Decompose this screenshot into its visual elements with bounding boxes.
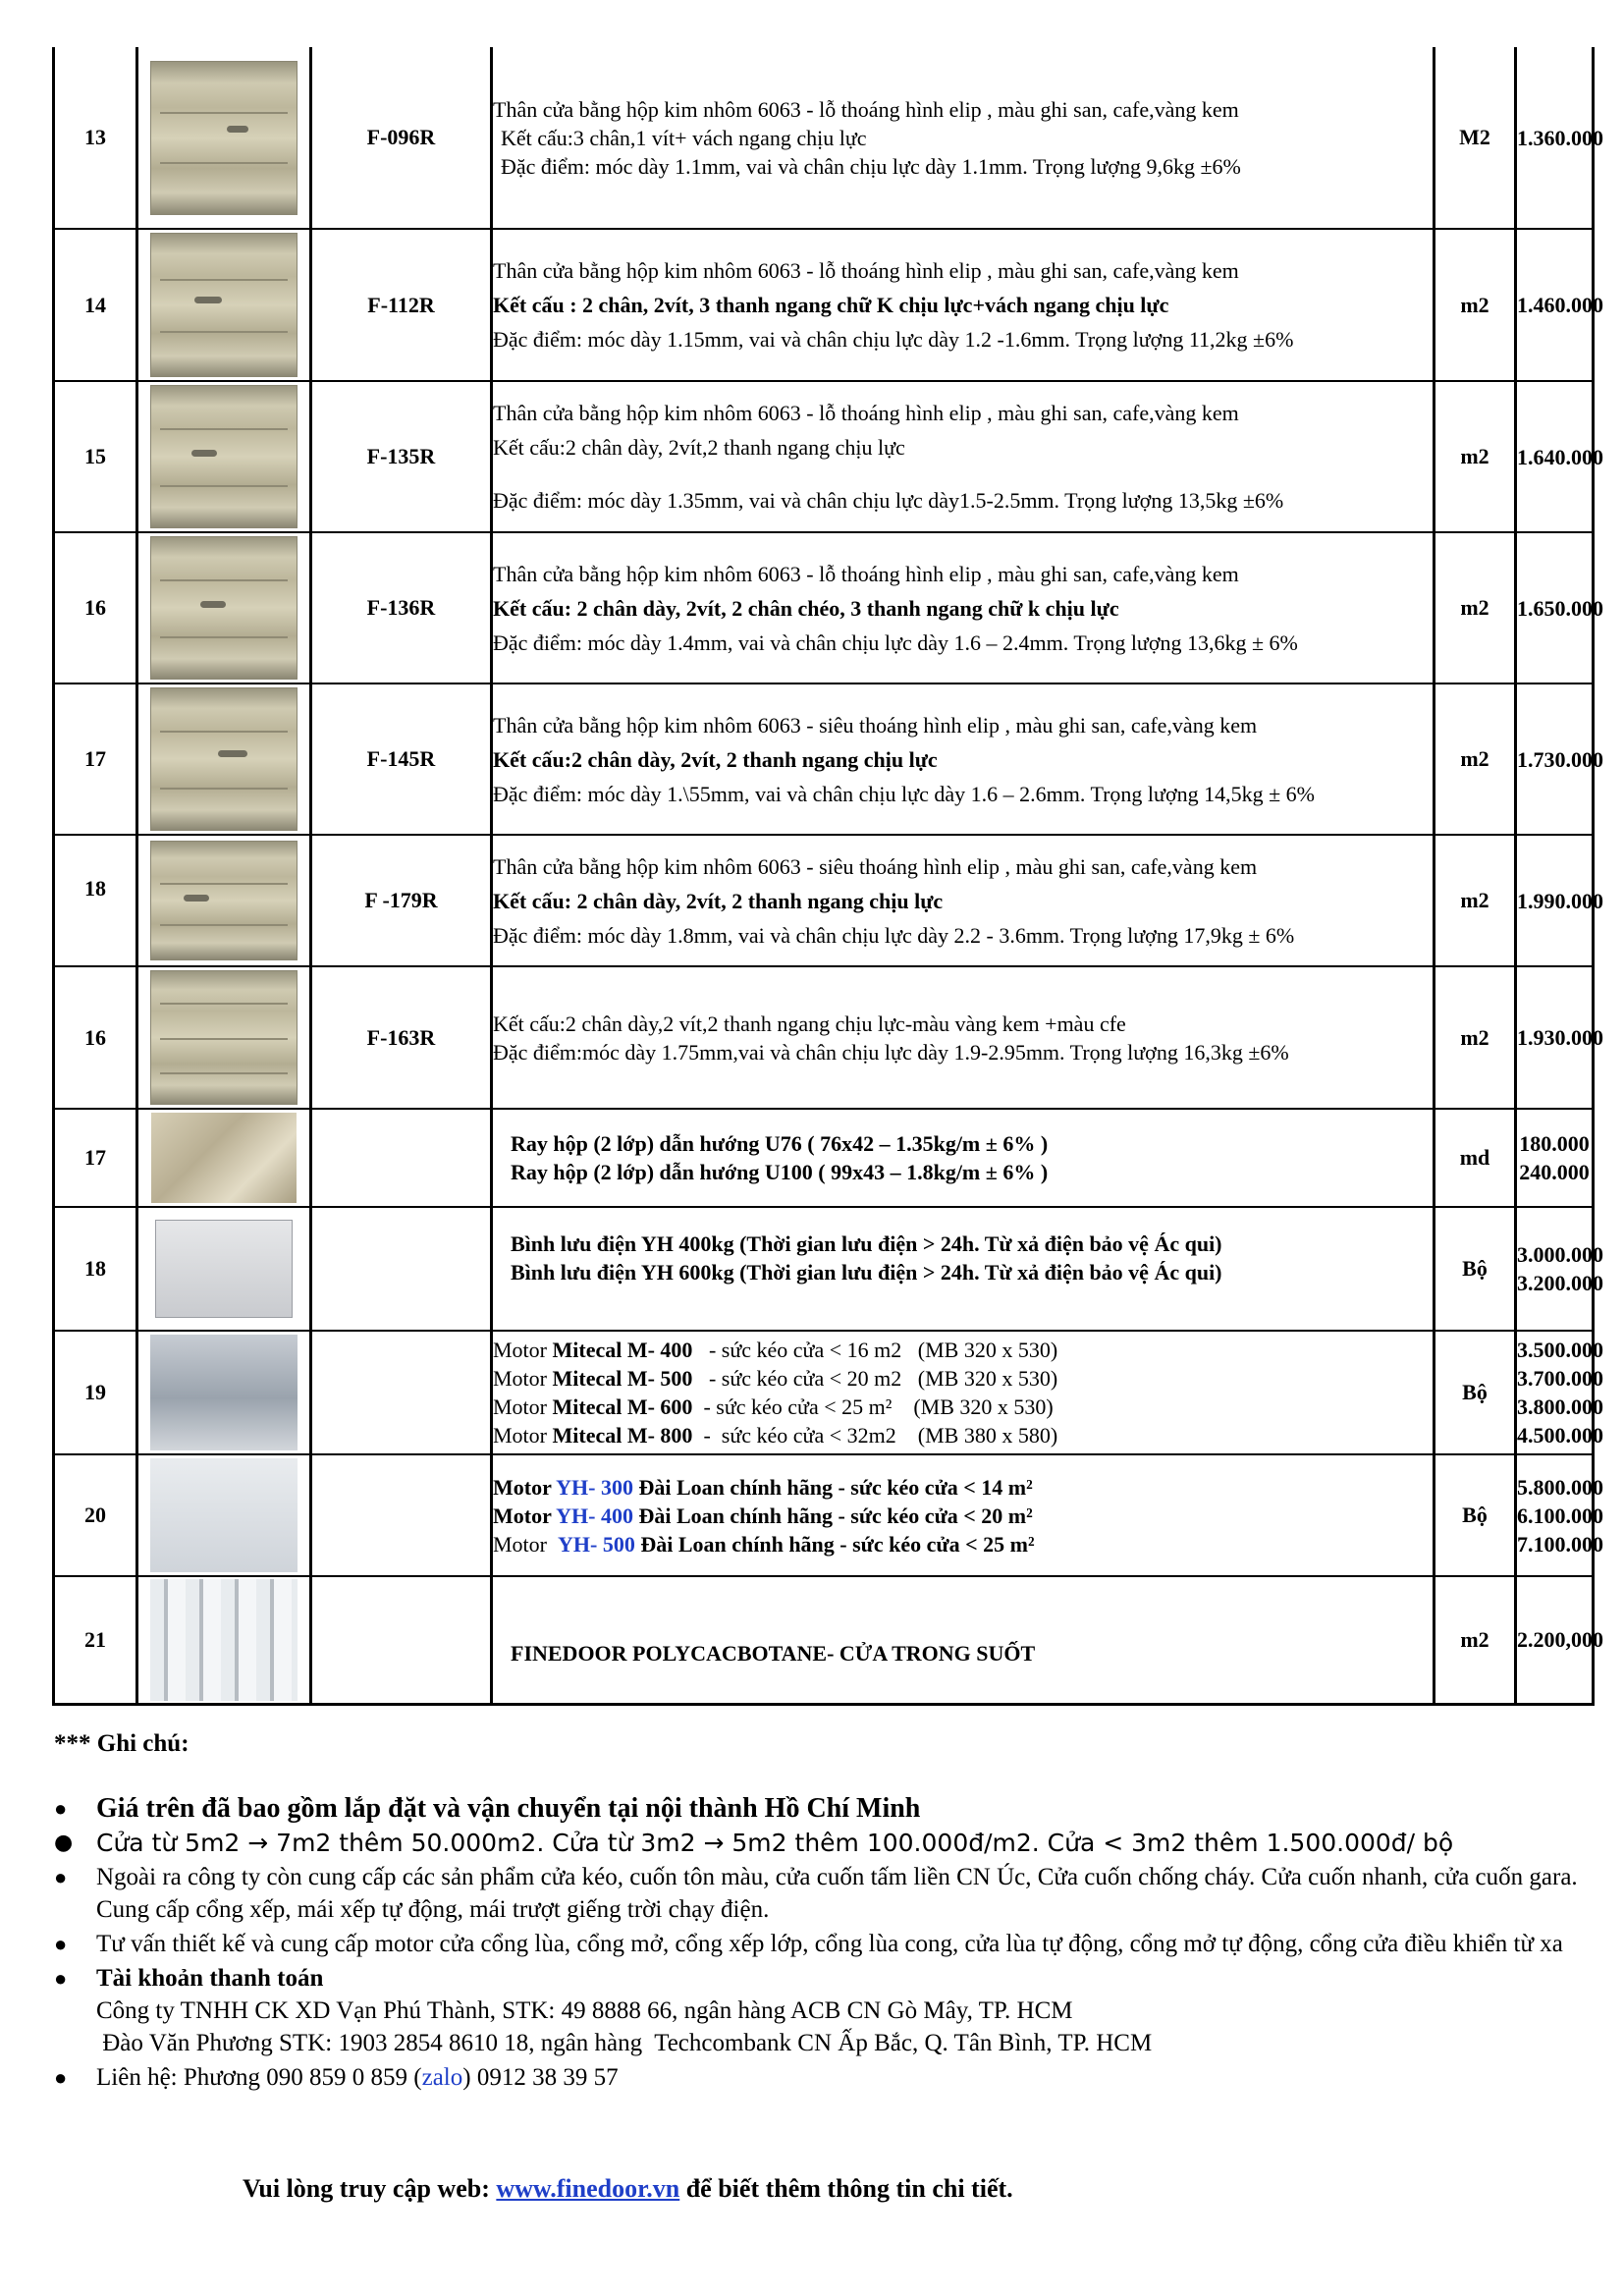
note-item-account [54, 1962, 1596, 2059]
price: 1.650.000 [1516, 532, 1594, 683]
product-description: Thân cửa bằng hộp kim nhôm 6063 - siêu thoáng hình elip , màu ghi san, cafe,vàng kem Kết cấu:2 chân dày, 2vít, 2 thanh ngang chịu lực Đặc điểm: móc dày 1.\55mm, vai và chân chịu lực dày 1.6 – 2.6mm. Trọng lượng 14,5kg ± 6% [492, 683, 1435, 835]
polycarbonate-door-image [150, 1579, 298, 1701]
bullet-icon: ● [54, 1865, 68, 1889]
table-row [54, 1331, 1594, 1454]
unit: md [1435, 1109, 1516, 1207]
table-row [54, 47, 1594, 229]
bullet-icon: ● [54, 1932, 68, 1956]
table-row [54, 966, 1594, 1109]
note-item: ● Giá trên đã bao gồm lắp đặt và vận chuyển tại nội thành Hồ Chí Minh [54, 1793, 921, 1824]
product-description: Kết cấu:2 chân dày,2 vít,2 thanh ngang chịu lực-màu vàng kem +màu cfe Đặc điểm:móc dày 1.75mm,vai và chân chịu lực dày 1.9-2.95mm. Trọng lượng 16,3kg ±6% [492, 966, 1435, 1109]
unit: m2 [1435, 381, 1516, 532]
price: 5.800.000 6.100.000 7.100.000 [1516, 1454, 1594, 1576]
row-number: 17 [54, 1109, 137, 1207]
table-row [54, 683, 1594, 835]
notes-title: *** Ghi chú: [54, 1730, 189, 1757]
price: 1.990.000 [1516, 835, 1594, 966]
product-image [137, 1576, 311, 1704]
product-image [137, 966, 311, 1109]
price: 3.000.000 3.200.000 [1516, 1207, 1594, 1331]
bullet-icon: ● [54, 1796, 68, 1821]
price: 180.000 240.000 [1516, 1109, 1594, 1207]
product-image [137, 47, 311, 229]
price-table [52, 47, 1603, 1706]
product-description: Thân cửa bằng hộp kim nhôm 6063 - lỗ thoáng hình elip , màu ghi san, cafe,vàng kem Kết cấu : 2 chân, 2vít, 3 thanh ngang chữ K chịu lực+vách ngang chịu lực Đặc điểm: móc dày 1.15mm, vai và chân chịu lực dày 1.2 -1.6mm. Trọng lượng 11,2kg ±6% [492, 229, 1435, 381]
price: 1.930.000 [1516, 966, 1594, 1109]
product-description: Motor Mitecal M- 400 - sức kéo cửa < 16 m2 (MB 320 x 530) Motor Mitecal M- 500 - sức kéo cửa < 20 m2 (MB 320 x 530) Motor Mitecal M- 600 - sức kéo cửa < 25 m² (MB 320 x 530) Motor Mitecal M- 800 - sức kéo cửa < 32m2 (MB 380 x 580) [492, 1331, 1435, 1454]
product-code [311, 1207, 492, 1331]
account-line: Công ty TNHH CK XD Vạn Phú Thành, STK: 49 8888 66, ngân hàng ACB CN Gò Mây, TP. HCM [96, 1997, 1073, 2024]
motor-image [150, 1335, 298, 1450]
unit: m2 [1435, 229, 1516, 381]
row-number: 21 [54, 1576, 137, 1704]
row-number: 15 [54, 381, 137, 532]
unit: m2 [1435, 1576, 1516, 1704]
table-row [54, 1109, 1594, 1207]
product-image [137, 1454, 311, 1576]
product-image [137, 1207, 311, 1331]
row-number: 18 [54, 835, 137, 966]
product-code [311, 1454, 492, 1576]
unit: Bộ [1435, 1207, 1516, 1331]
product-description: Thân cửa bằng hộp kim nhôm 6063 - lỗ thoáng hình elip , màu ghi san, cafe,vàng kem Kết cấu:2 chân dày, 2vít,2 thanh ngang chịu lực Đặc điểm: móc dày 1.35mm, vai và chân chịu lực dày1.5-2.5mm. Trọng lượng 13,5kg ±6% [492, 381, 1435, 532]
product-image [137, 1331, 311, 1454]
unit: M2 [1435, 47, 1516, 229]
price: 2.200,000 [1516, 1576, 1594, 1704]
website-link[interactable]: www.finedoor.vn [496, 2174, 680, 2203]
product-code: F-135R [311, 381, 492, 532]
row-number: 19 [54, 1331, 137, 1454]
product-code [311, 1331, 492, 1454]
product-image [137, 532, 311, 683]
table-row [54, 1207, 1594, 1331]
unit: Bộ [1435, 1454, 1516, 1576]
row-number: 13 [54, 47, 137, 229]
row-number: 16 [54, 966, 137, 1109]
motor-image [150, 1458, 298, 1572]
table-row [54, 1454, 1594, 1576]
note-item: ● Ngoài ra công ty còn cung cấp các sản phẩm cửa kéo, cuốn tôn màu, cửa cuốn tấm liền CN Úc, Cửa cuốn chống cháy. Cửa cuốn nhanh, cửa cuốn gara. Cung cấp cổng xếp, mái xếp tự động, mái trượt giếng trời chạy điện. [54, 1861, 1596, 1926]
slat-image [150, 385, 298, 528]
slat-image [150, 687, 298, 831]
product-description: Bình lưu điện YH 400kg (Thời gian lưu điện > 24h. Từ xả điện bảo vệ Ác qui) Bình lưu điện YH 600kg (Thời gian lưu điện > 24h. Từ xả điện bảo vệ Ác qui) [492, 1207, 1435, 1331]
product-description: Ray hộp (2 lớp) dẫn hướng U76 ( 76x42 – 1.35kg/m ± 6% ) Ray hộp (2 lớp) dẫn hướng U100 ( 99x43 – 1.8kg/m ± 6% ) [492, 1109, 1435, 1207]
note-item: ● Cửa từ 5m2 → 7m2 thêm 50.000m2. Cửa từ 3m2 → 5m2 thêm 100.000đ/m2. Cửa < 3m2 thêm 1.500.000đ/ bộ [54, 1829, 1454, 1857]
price: 1.640.000 [1516, 381, 1594, 532]
product-code: F-096R [311, 47, 492, 229]
bullet-icon: ● [54, 2065, 68, 2090]
bullet-icon: ● [54, 1966, 68, 1991]
note-item: ● Tư vấn thiết kế và cung cấp motor cửa cổng lùa, cổng mở, cổng xếp lớp, cổng lùa cong, cửa lùa tự động, cổng mở tự động, cổng cửa điều khiển từ xa [54, 1928, 1596, 1960]
product-description: FINEDOOR POLYCACBOTANE- CỬA TRONG SUỐT [492, 1576, 1435, 1704]
slat-image [150, 970, 298, 1105]
ups-image [155, 1220, 293, 1318]
product-code: F -179R [311, 835, 492, 966]
product-image [137, 1109, 311, 1207]
account-line: Đào Văn Phương STK: 1903 2854 8610 18, ngân hàng Techcombank CN Ấp Bắc, Q. Tân Bình, TP. HCM [96, 2030, 1153, 2056]
product-code [311, 1109, 492, 1207]
zalo-label: zalo [421, 2064, 463, 2091]
unit: m2 [1435, 835, 1516, 966]
price: 1.730.000 [1516, 683, 1594, 835]
unit: m2 [1435, 966, 1516, 1109]
table-row [54, 835, 1594, 966]
table-row [54, 381, 1594, 532]
product-image [137, 381, 311, 532]
product-code [311, 1576, 492, 1704]
unit: Bộ [1435, 1331, 1516, 1454]
product-code: F-112R [311, 229, 492, 381]
row-number: 14 [54, 229, 137, 381]
price: 1.360.000 [1516, 47, 1594, 229]
row-number: 16 [54, 532, 137, 683]
product-image [137, 683, 311, 835]
row-number: 18 [54, 1207, 137, 1331]
slat-image [150, 536, 298, 680]
rail-image [151, 1113, 297, 1203]
product-image [137, 229, 311, 381]
slat-image [150, 841, 298, 960]
unit: m2 [1435, 532, 1516, 683]
bullet-icon: ● [54, 1831, 74, 1855]
slat-image [150, 61, 298, 215]
row-number: 17 [54, 683, 137, 835]
product-description: Thân cửa bằng hộp kim nhôm 6063 - siêu thoáng hình elip , màu ghi san, cafe,vàng kem Kết cấu: 2 chân dày, 2vít, 2 thanh ngang chịu lực Đặc điểm: móc dày 1.8mm, vai và chân chịu lực dày 2.2 - 3.6mm. Trọng lượng 17,9kg ± 6% [492, 835, 1435, 966]
product-description: Thân cửa bằng hộp kim nhôm 6063 - lỗ thoáng hình elip , màu ghi san, cafe,vàng kem Kết cấu: 2 chân dày, 2vít, 2 chân chéo, 3 thanh ngang chữ k chịu lực Đặc điểm: móc dày 1.4mm, vai và chân chịu lực dày 1.6 – 2.4mm. Trọng lượng 13,6kg ± 6% [492, 532, 1435, 683]
product-description: Thân cửa bằng hộp kim nhôm 6063 - lỗ thoáng hình elip , màu ghi san, cafe,vàng kem Kết cấu:3 chân,1 vít+ vách ngang chịu lực Đặc điểm: móc dày 1.1mm, vai và chân chịu lực dày 1.1mm. Trọng lượng 9,6kg ±6% [492, 47, 1435, 229]
table-row [54, 532, 1594, 683]
price: 3.500.000 3.700.000 3.800.000 4.500.000 [1516, 1331, 1594, 1454]
note-item-contact: ● Liên hệ: Phương 090 859 0 859 (zalo) 0912 38 39 57 [54, 2061, 1596, 2094]
notes-list [54, 1792, 1596, 2096]
slat-image [150, 233, 298, 377]
price: 1.460.000 [1516, 229, 1594, 381]
product-code: F-136R [311, 532, 492, 683]
table-row [54, 229, 1594, 381]
product-image [137, 835, 311, 966]
website-line: Vui lòng truy cập web: www.finedoor.vn để biết thêm thông tin chi tiết. [243, 2174, 1013, 2203]
product-code: F-145R [311, 683, 492, 835]
table-row [54, 1576, 1594, 1704]
row-number: 20 [54, 1454, 137, 1576]
unit: m2 [1435, 683, 1516, 835]
product-code: F-163R [311, 966, 492, 1109]
account-title: Tài khoản thanh toán [96, 1965, 324, 1992]
product-description: Motor YH- 300 Đài Loan chính hãng - sức kéo cửa < 14 m² Motor YH- 400 Đài Loan chính hãng - sức kéo cửa < 20 m² Motor YH- 500 Đài Loan chính hãng - sức kéo cửa < 25 m² [492, 1454, 1435, 1576]
